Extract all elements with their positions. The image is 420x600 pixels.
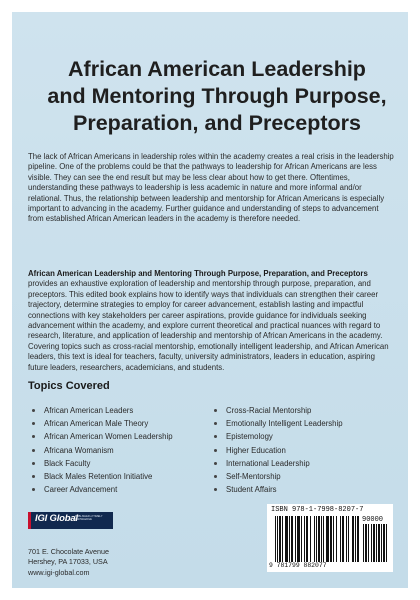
topic-item: Higher Education <box>214 444 389 457</box>
title-line-3: Preparation, and Preceptors <box>73 111 361 135</box>
address-line-2: Hershey, PA 17033, USA <box>28 557 108 567</box>
topic-item: African American Male Theory <box>32 417 202 430</box>
topic-item: African American Women Leadership <box>32 430 202 443</box>
description-lead: African American Leadership and Mentoring Through Purpose, Preparation, and Preceptors <box>28 269 368 278</box>
topic-item: Self-Mentorship <box>214 470 389 483</box>
description-body: provides an exhaustive exploration of leadership and mentorship through purpose, preparation, and preceptors. This edited book explains how to identify ways that individuals can strengthen their career trajectory, determine strategies to employ for career advancement, establish lasting and impactful connections with key stakeholders per career aspirations, provide guidance for individuals seeking advancement within the academy, and explore current theoretical and practical nuances with regard to research, literature, and application of leadership and mentorship of African Americans in the academy. Covering topics such as cross-racial mentorship, emotionally intelligent leadership, and African American leaders, this text is ideal for teachers, faculty, university administrators, leaders in education, aspiring future leaders, researchers, academicians, and students. <box>28 279 389 372</box>
back-cover <box>12 12 408 588</box>
address-line-1: 701 E. Chocolate Avenue <box>28 547 109 556</box>
igi-global-logo <box>28 512 113 529</box>
topic-item: Black Males Retention Initiative <box>32 470 202 483</box>
isbn-text: ISBN 978-1-7998-8207-7 <box>271 506 364 514</box>
logo-text: IGI Global <box>35 513 78 524</box>
topic-item: Epistemology <box>214 430 389 443</box>
topic-item: International Leadership <box>214 457 389 470</box>
topic-item: Emotionally Intelligent Leadership <box>214 417 389 430</box>
description-paragraph <box>28 269 394 373</box>
topic-item: African American Leaders <box>32 404 202 417</box>
topics-list-right <box>214 404 389 496</box>
logo-tagline: PUBLISHER of TIMELY KNOWLEDGE <box>75 515 103 522</box>
barcode-addon-bars-icon <box>363 524 389 562</box>
publisher-website: www.igi-global.com <box>28 567 90 577</box>
topic-item: Africana Womanism <box>32 444 202 457</box>
barcode <box>267 504 393 572</box>
topic-item: Student Affairs <box>214 483 389 496</box>
topics-list-left <box>32 404 202 496</box>
topic-item: Black Faculty <box>32 457 202 470</box>
book-title <box>42 56 392 137</box>
title-line-1: African American Leadership <box>68 57 366 81</box>
topic-item: Cross-Racial Mentorship <box>214 404 389 417</box>
intro-paragraph: The lack of African Americans in leadership roles within the academy creates a real crisis in the leadership pipeline. One of the problems could be that the pathways to leadership for African Americans are less visible. They can see the end result but may be less clear about how to get there. Oftentimes, understanding these pathways to leadership is less academic in nature and more informal and/or relational. Thus, the relationship between leadership and mentorship for African Americans is especially important to advancing in the academy. Further guidance and understanding of steps to advancement from established African American leaders in the academy is therefore needed. <box>28 152 394 224</box>
barcode-bars-icon <box>275 516 359 562</box>
price-code: 90000 <box>362 516 384 524</box>
topic-item: Career Advancement <box>32 483 202 496</box>
topics-heading: Topics Covered <box>28 380 110 392</box>
title-line-2: and Mentoring Through Purpose, <box>47 84 387 108</box>
publisher-address <box>28 547 109 578</box>
barcode-digits: 9 781799 882077 <box>269 562 327 569</box>
